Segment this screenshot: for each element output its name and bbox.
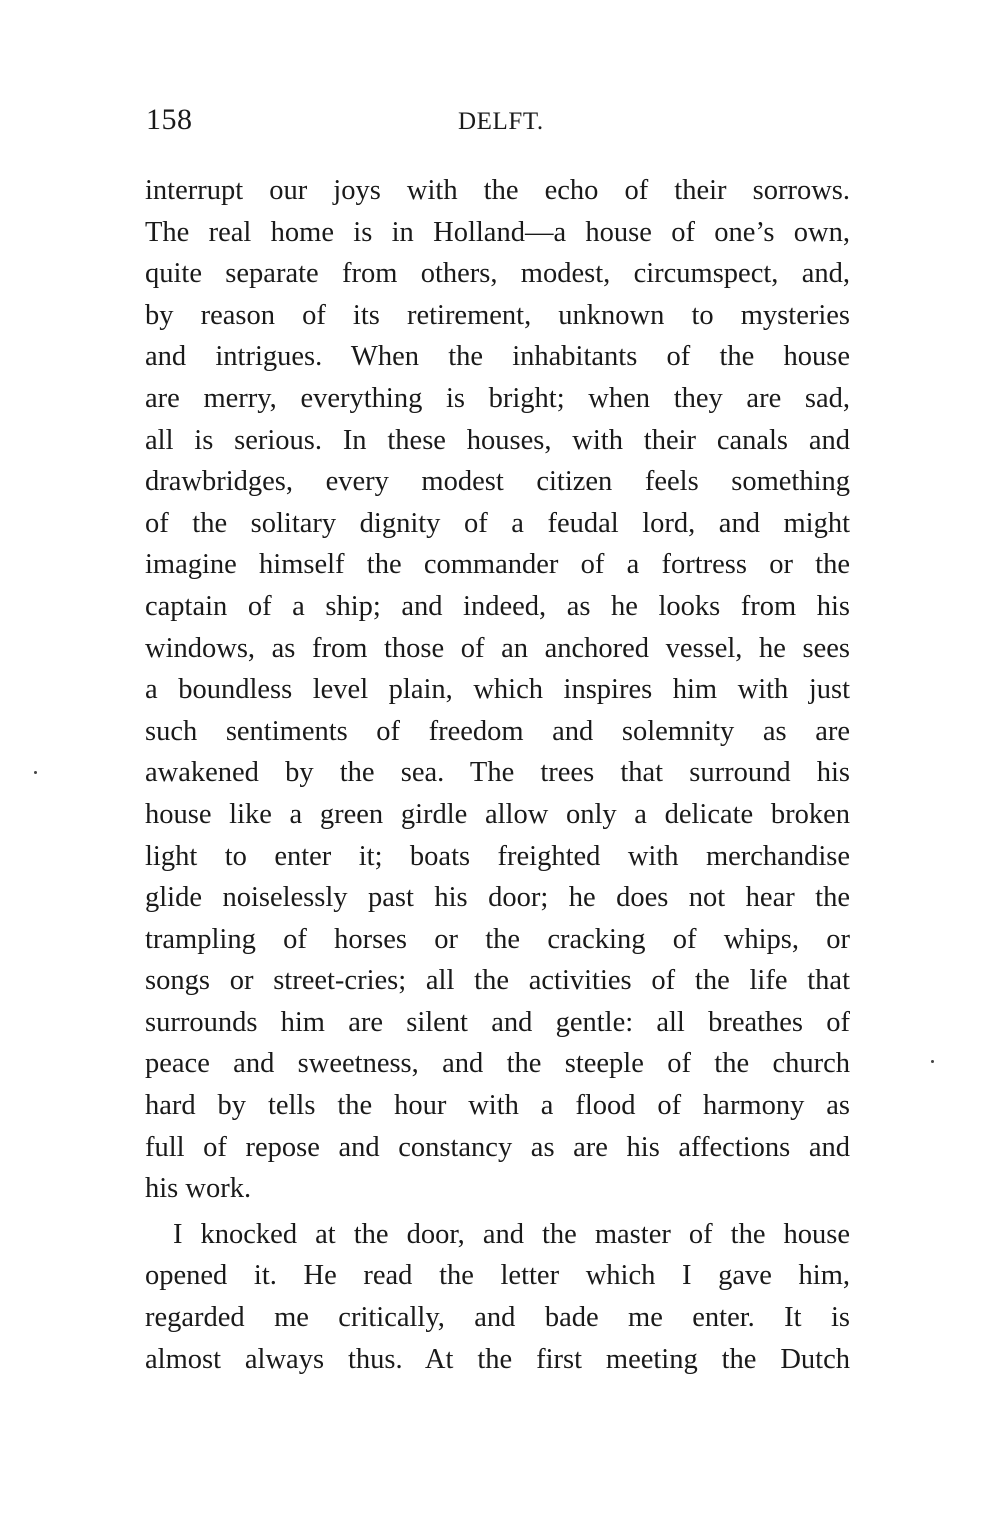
text-line: glide noiselessly past his door; he does not hear the xyxy=(145,882,850,914)
page-number: 158 xyxy=(146,103,193,136)
text-line: The real home is in Holland—a house of one’s own, xyxy=(145,216,850,248)
text-line: are merry, everything is bright; when they are sad, xyxy=(145,382,850,414)
text-line: light to enter it; boats freighted with merchandise xyxy=(145,840,850,872)
text-line: by reason of its retirement, unknown to mysteries xyxy=(145,299,850,331)
print-speck xyxy=(34,771,37,774)
text-line: and intrigues. When the inhabitants of the house xyxy=(145,341,850,373)
text-line: imagine himself the commander of a fortress or the xyxy=(145,549,850,581)
text-line: all is serious. In these houses, with their canals and xyxy=(145,424,850,456)
text-line: peace and sweetness, and the steeple of the church xyxy=(145,1048,850,1080)
running-head: DELFT. xyxy=(458,108,544,135)
text-line: surrounds him are silent and gentle: all breathes of xyxy=(145,1006,850,1038)
text-line: full of repose and constancy as are his affections and xyxy=(145,1131,850,1163)
text-line: captain of a ship; and indeed, as he looks from his xyxy=(145,590,850,622)
text-line: trampling of horses or the cracking of whips, or xyxy=(145,923,850,955)
text-line: interrupt our joys with the echo of their sorrows. xyxy=(145,175,850,206)
text-line: windows, as from those of an anchored vessel, he sees xyxy=(145,632,850,664)
print-speck xyxy=(931,1060,934,1063)
text-line: such sentiments of freedom and solemnity as are xyxy=(145,715,850,747)
text-line: of the solitary dignity of a feudal lord, and might xyxy=(145,507,850,539)
text-line: drawbridges, every modest citizen feels something xyxy=(145,466,850,498)
text-line: I knocked at the door, and the master of the house xyxy=(173,1218,850,1250)
text-line: a boundless level plain, which inspires him with just xyxy=(145,674,850,706)
text-line: house like a green girdle allow only a delicate broken xyxy=(145,798,850,830)
paragraph-2 xyxy=(145,1214,850,1380)
text-line: hard by tells the hour with a flood of harmony as xyxy=(145,1090,850,1122)
paragraph-1 xyxy=(145,170,850,1210)
body-text xyxy=(145,170,850,1380)
text-line: songs or street-cries; all the activities of the life that xyxy=(145,965,850,997)
text-line: almost always thus. At the first meeting the Dutch xyxy=(145,1343,850,1375)
text-line: his work. xyxy=(145,1173,252,1205)
text-line: opened it. He read the letter which I gave him, xyxy=(145,1260,850,1292)
text-line: awakened by the sea. The trees that surround his xyxy=(145,757,850,789)
text-line: quite separate from others, modest, circumspect, and, xyxy=(145,258,850,290)
text-line: regarded me critically, and bade me enter. It is xyxy=(145,1302,850,1334)
